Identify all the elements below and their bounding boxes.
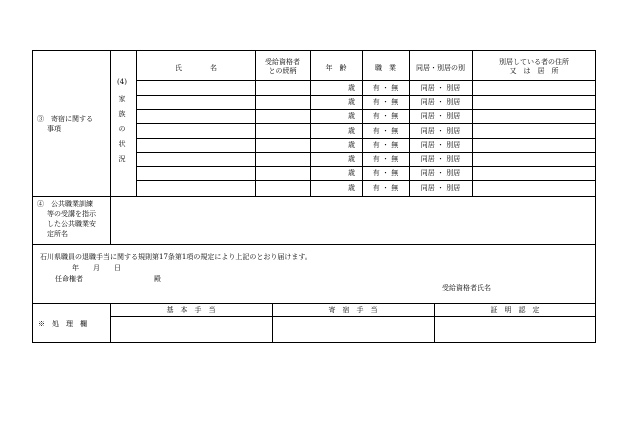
header-cohabit: 同居・別居の別	[416, 64, 465, 72]
cohabit-choice: 同居 ・ 別居	[420, 184, 461, 192]
age-unit: 歳	[348, 112, 355, 120]
header-address-line1: 別居している者の住所	[499, 58, 569, 66]
divider-section3	[110, 50, 111, 197]
occupation-choice: 有 ・ 無	[372, 184, 399, 192]
occupation-choice: 有 ・ 無	[372, 98, 399, 106]
applicant-name-label: 受給資格者氏名	[442, 284, 491, 292]
row-line	[136, 152, 596, 153]
age-unit: 歳	[348, 84, 355, 92]
section-divider	[32, 303, 596, 304]
header-address-line2: 又 は 居 所	[509, 67, 559, 75]
cohabit-choice: 同居 ・ 別居	[420, 84, 461, 92]
section3-label-line1: ③ 寄宿に関する	[37, 115, 93, 123]
processing-label: ※ 処 理 欄	[38, 320, 87, 328]
family-status-label	[116, 92, 128, 167]
family-status-char: の	[118, 125, 126, 133]
family-status-char: 家	[118, 95, 126, 103]
row-line	[136, 123, 596, 124]
occupation-choice: 有 ・ 無	[372, 112, 399, 120]
section4-line2: 等の受講を指示	[47, 210, 96, 218]
age-unit: 歳	[348, 184, 355, 192]
age-unit: 歳	[348, 141, 355, 149]
header-relation-line1: 受給資格者	[265, 58, 300, 66]
header-basic-allowance: 基 本 手 当	[166, 306, 216, 314]
header-age: 年 齢	[325, 64, 347, 72]
age-unit: 歳	[348, 155, 355, 163]
divider-section4	[110, 196, 111, 244]
section4-line3: した公共職業安	[47, 220, 96, 228]
cohabit-choice: 同居 ・ 別居	[420, 112, 461, 120]
age-unit: 歳	[348, 127, 355, 135]
section-divider	[32, 196, 596, 197]
occupation-choice: 有 ・ 無	[372, 141, 399, 149]
age-unit: 歳	[348, 169, 355, 177]
cohabit-choice: 同居 ・ 別居	[420, 169, 461, 177]
family-status-char: 況	[118, 155, 126, 163]
section-divider	[32, 244, 596, 245]
header-boarding-allowance: 寄 宿 手 当	[328, 306, 378, 314]
section4-line4: 定所名	[47, 230, 68, 238]
row-line	[136, 138, 596, 139]
family-status-char: 族	[118, 110, 126, 118]
row-line	[136, 95, 596, 96]
header-relation-line2: との続柄	[268, 67, 297, 75]
header-occupation: 職 業	[375, 64, 396, 72]
header-name: 氏 名	[175, 64, 217, 72]
cohabit-choice: 同居 ・ 別居	[420, 141, 461, 149]
occupation-choice: 有 ・ 無	[372, 169, 399, 177]
declaration-date: 年 月 日	[72, 264, 121, 272]
row-line	[136, 109, 596, 110]
occupation-choice: 有 ・ 無	[372, 127, 399, 135]
cohabit-choice: 同居 ・ 別居	[420, 98, 461, 106]
cohabit-choice: 同居 ・ 別居	[420, 155, 461, 163]
family-status-number: (4)	[117, 78, 127, 86]
appointer-label: 任命権者	[55, 275, 83, 283]
section4-line1: ④ 公共職業訓練	[37, 200, 93, 208]
appointer-honorific: 殿	[154, 275, 161, 283]
row-line	[136, 166, 596, 167]
occupation-choice: 有 ・ 無	[372, 155, 399, 163]
processing-header-line	[110, 316, 596, 317]
section3-label-line2: 事項	[47, 125, 61, 133]
age-unit: 歳	[348, 98, 355, 106]
family-status-char: 状	[118, 140, 126, 148]
occupation-choice: 有 ・ 無	[372, 84, 399, 92]
declaration-statement: 石川県職員の退職手当に関する規則第17条第1項の規定により上記のとおり届けます。	[40, 253, 312, 261]
row-line	[136, 180, 596, 181]
cohabit-choice: 同居 ・ 別居	[420, 127, 461, 135]
row-line	[136, 80, 596, 81]
header-certification: 証 明 認 定	[490, 306, 540, 314]
